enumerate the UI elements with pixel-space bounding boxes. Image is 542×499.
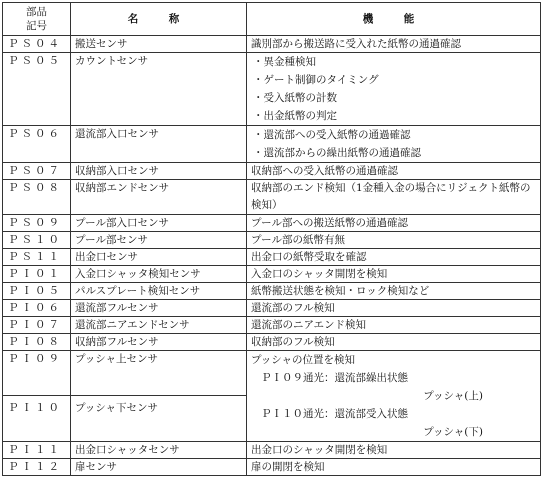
table-row	[3, 215, 541, 232]
function-line: ＰＩ１０通光：還流部受入状態	[261, 408, 408, 420]
part-code: ＰＩ１０	[3, 396, 71, 442]
part-code: ＰＩ０８	[3, 334, 71, 351]
header-function: 機 能	[247, 3, 541, 36]
header-name: 名 称	[71, 3, 247, 36]
part-function: 収納部への受入紙幣の通過確認	[247, 163, 541, 180]
part-function	[247, 126, 541, 163]
table-row	[3, 180, 541, 215]
part-code: ＰＳ０７	[3, 163, 71, 180]
part-code: ＰＩ０５	[3, 283, 71, 300]
table-row	[3, 300, 541, 317]
part-code: ＰＳ０５	[3, 53, 71, 126]
function-line: ・ゲート制御のタイミング	[253, 74, 379, 86]
part-name: 還流部フルセンサ	[71, 300, 247, 317]
part-name: 収納部エンドセンサ	[71, 180, 247, 215]
part-code: ＰＳ０６	[3, 126, 71, 163]
function-line: プッシャ(上)	[423, 390, 483, 402]
part-function: 出金口の紙幣受取を確認	[247, 249, 541, 266]
part-function: 還流部のニアエンド検知	[247, 317, 541, 334]
part-name: プール部入口センサ	[71, 215, 247, 232]
part-name: 入金口シャッタ検知センサ	[71, 266, 247, 283]
function-line: プッシャ(下)	[423, 426, 483, 438]
part-name: 還流部ニアエンドセンサ	[71, 317, 247, 334]
function-line: ・受入紙幣の計数	[253, 92, 337, 104]
part-function: 収納部のフル検知	[247, 334, 541, 351]
part-name: プッシャ下センサ	[71, 396, 247, 442]
part-name: 搬送センサ	[71, 36, 247, 53]
part-function: プール部の紙幣有無	[247, 232, 541, 249]
table-row	[3, 351, 541, 396]
table-row	[3, 163, 541, 180]
header-code	[3, 3, 71, 36]
part-code: ＰＳ０４	[3, 36, 71, 53]
table-row	[3, 266, 541, 283]
part-name: 扉センサ	[71, 459, 247, 476]
part-code: ＰＳ１１	[3, 249, 71, 266]
function-line: ＰＩ０９通光：還流部繰出状態	[261, 372, 408, 384]
table-row	[3, 232, 541, 249]
part-code: ＰＩ０７	[3, 317, 71, 334]
table-row	[3, 459, 541, 476]
part-name: 出金口シャッタセンサ	[71, 442, 247, 459]
part-name: 還流部入口センサ	[71, 126, 247, 163]
part-code: ＰＩ０９	[3, 351, 71, 396]
table-row	[3, 126, 541, 163]
table-row	[3, 442, 541, 459]
part-code: ＰＳ０９	[3, 215, 71, 232]
table-row	[3, 249, 541, 266]
function-line: ・出金紙幣の判定	[253, 110, 337, 122]
table-row	[3, 334, 541, 351]
part-code: ＰＳ１０	[3, 232, 71, 249]
function-line: ・還流部への受入紙幣の通過確認	[253, 129, 411, 141]
part-function: 入金口のシャッタ開閉を検知	[247, 266, 541, 283]
part-function: 紙幣搬送状態を検知・ロック検知など	[247, 283, 541, 300]
part-name: プール部センサ	[71, 232, 247, 249]
part-function: 還流部のフル検知	[247, 300, 541, 317]
function-line: ・還流部からの繰出紙幣の通過確認	[253, 147, 421, 159]
part-name: カウントセンサ	[71, 53, 247, 126]
part-code: ＰＩ０６	[3, 300, 71, 317]
header-code-line: 部品	[26, 6, 47, 18]
part-code: ＰＩ１１	[3, 442, 71, 459]
part-function: 出金口のシャッタ開閉を検知	[247, 442, 541, 459]
table-row	[3, 36, 541, 53]
part-function: 識別部から搬送路に受入れた紙幣の通過確認	[247, 36, 541, 53]
table-row	[3, 317, 541, 334]
part-code: ＰＳ０８	[3, 180, 71, 215]
part-function: プール部への搬送紙幣の通過確認	[247, 215, 541, 232]
part-function	[247, 53, 541, 126]
part-name: 出金口センサ	[71, 249, 247, 266]
sensor-table	[2, 2, 541, 476]
function-line: プッシャの位置を検知	[251, 354, 356, 366]
table-header-row	[3, 3, 541, 36]
part-name: パルスプレート検知センサ	[71, 283, 247, 300]
part-function-pusher	[247, 351, 541, 442]
part-function: 扉の開閉を検知	[247, 459, 541, 476]
part-name: プッシャ上センサ	[71, 351, 247, 396]
part-name: 収納部フルセンサ	[71, 334, 247, 351]
part-code: ＰＩ１２	[3, 459, 71, 476]
table-row	[3, 53, 541, 126]
function-line: ・異金種検知	[253, 56, 316, 68]
part-code: ＰＩ０１	[3, 266, 71, 283]
part-function: 収納部のエンド検知（1金種入金の場合にリジェクト紙幣の検知）	[247, 180, 541, 215]
part-name: 収納部入口センサ	[71, 163, 247, 180]
header-code-line: 記号	[26, 20, 47, 32]
table-row	[3, 283, 541, 300]
